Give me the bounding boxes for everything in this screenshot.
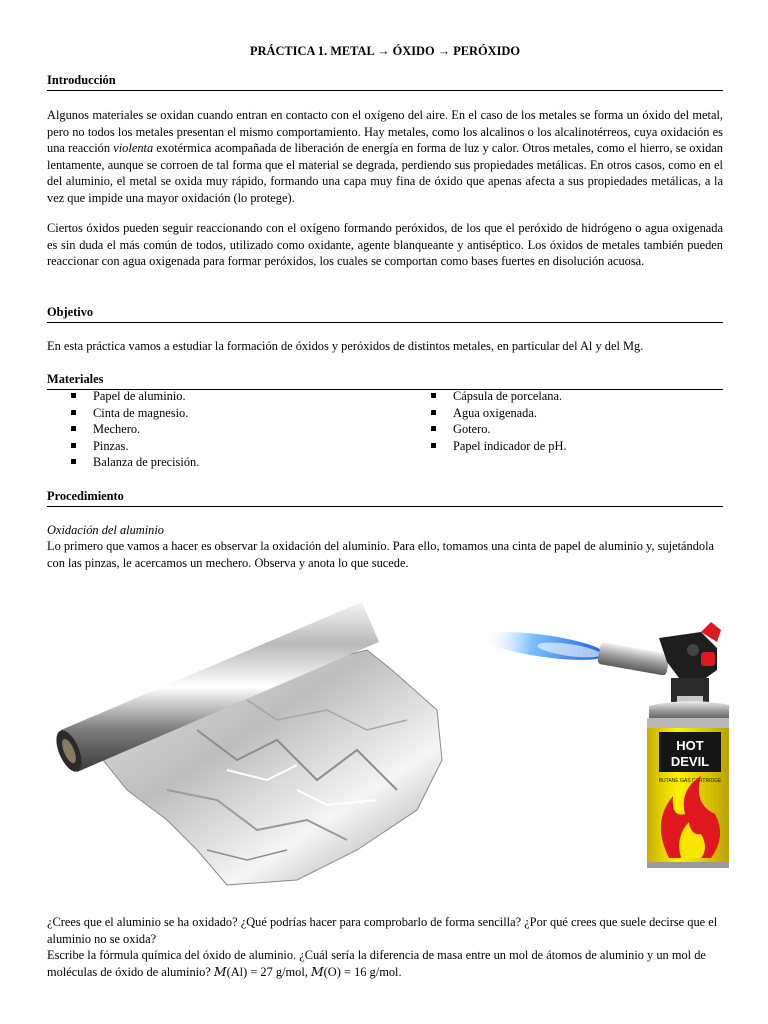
materials-list-right (407, 388, 723, 454)
subheading-aluminium-oxidation: Oxidación del aluminio (47, 523, 165, 537)
intro-p1-emphasis: violenta (113, 141, 154, 156)
document-title: PRÁCTICA 1. METAL → ÓXIDO → PERÓXIDO (250, 44, 520, 58)
list-item: Agua oxigenada. (407, 405, 723, 422)
intro-paragraph-1 (47, 107, 723, 207)
can-brand-bottom: DEVIL (670, 754, 710, 769)
list-item: Mechero. (47, 421, 387, 438)
can-product-text: BUTANE GAS CARTRIDGE (658, 778, 722, 784)
can-brand-top: HOT (676, 738, 704, 753)
procedure-paragraph-1: Lo primero que vamos a hacer es observar la oxidación del aluminio. Para ello, tomamos una cinta de papel de aluminio y, sujetándola con las pinzas, le acercamos un mechero. Observa y anota lo que sucede. (47, 539, 715, 570)
section-heading-materials: Materiales (47, 371, 723, 390)
list-item: Gotero. (407, 421, 723, 438)
question-paragraph-2: Escribe la fórmula química del óxido de aluminio. ¿Cuál sería la diferencia de masa entre un mol de átomos de aluminio y un mol de moléculas de óxido de aluminio? 𝑀(Al) = 27 g/mol, 𝑀(O) = 16 g/mol. (47, 948, 706, 979)
section-heading-procedure: Procedimiento (47, 488, 723, 507)
list-item: Cinta de magnesio. (47, 405, 387, 422)
question-paragraph-1: ¿Crees que el aluminio se ha oxidado? ¿Qué podrías hacer para comprobarlo de forma sencilla? ¿Por qué crees que suele decirse que el aluminio no se oxida? (47, 915, 718, 946)
aluminium-foil-image (47, 590, 467, 890)
list-item: Papel de aluminio. (47, 388, 387, 405)
intro-p1-text-a: Algunos materiales se oxidan cuando entran en contacto con el oxígeno del aire. En el caso de los metales se forma un óxido del metal, pero no todos los metales presentan el mismo comportamiento. Hay metales, como los alcalinos o los alcalinotérreos, cuya oxidación es una reacción (47, 108, 723, 156)
intro-p1-text-b: exotérmica acompañada de liberación de energía en forma de luz y calor. Otros metales, como el hierro, se oxidan lentamente, aunque se corroen de tal forma que el material se degrada, perdiendo sus propiedades metálicas. En otros casos, como en el del aluminio, el metal se oxida muy rápido, formando una capa muy fina de óxido que apenas afecta a sus propiedades metálicas, a la vez que impide una mayor oxidación (lo protege). (47, 141, 723, 205)
materials-list-left (47, 388, 387, 471)
section-heading-objective: Objetivo (47, 304, 723, 323)
intro-paragraph-2: Ciertos óxidos pueden seguir reaccionando con el oxígeno formando peróxidos, de los que el peróxido de hidrógeno o agua oxigenada es sin duda el más común de todos, utilizado como oxidante, agente blanqueante y antiséptico. Los óxidos de metales también pueden reaccionar con agua oxigenada para formar peróxidos, los cuales se comportan como bases fuertes en disolución acuosa. (47, 221, 723, 269)
list-item: Cápsula de porcelana. (407, 388, 723, 405)
gas-torch-image (479, 600, 729, 870)
list-item: Pinzas. (47, 438, 387, 455)
list-item: Balanza de precisión. (47, 454, 387, 471)
list-item: Papel indicador de pH. (407, 438, 723, 455)
objective-text: En esta práctica vamos a estudiar la formación de óxidos y peróxidos de distintos metales, en particular del Al y del Mg. (47, 339, 644, 353)
section-heading-introduction: Introducción (47, 72, 723, 91)
